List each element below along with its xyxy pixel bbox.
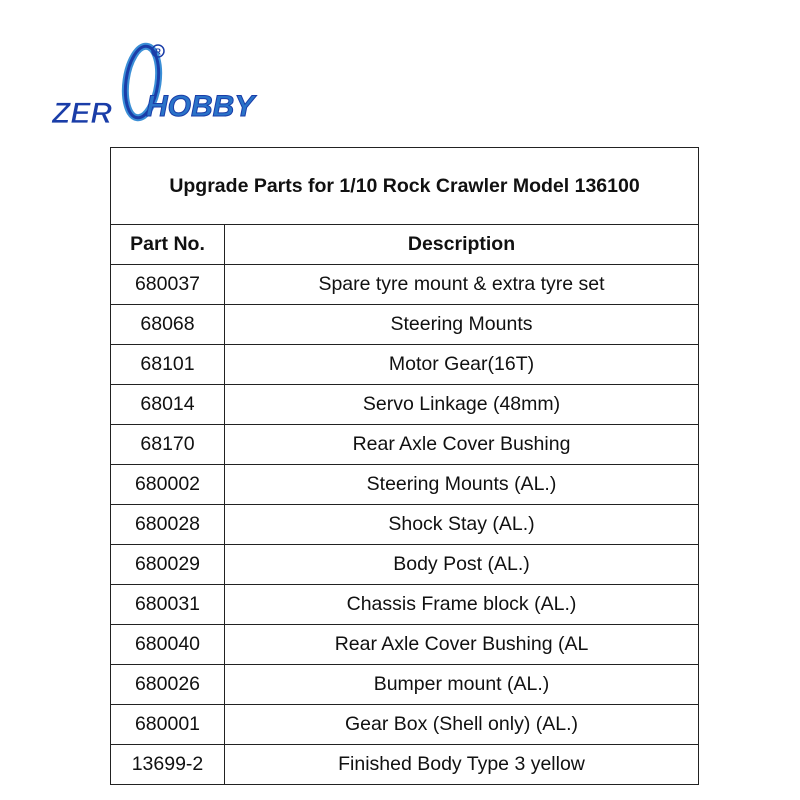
part-number-cell: 680028 <box>111 505 225 545</box>
table-header-row <box>111 225 699 265</box>
table-row <box>111 465 699 505</box>
svg-text:R: R <box>155 47 161 57</box>
table-row <box>111 265 699 305</box>
description-cell: Steering Mounts <box>225 305 699 345</box>
description-cell: Rear Axle Cover Bushing <box>225 425 699 465</box>
upgrade-parts-table <box>110 147 699 785</box>
description-cell: Motor Gear(16T) <box>225 345 699 385</box>
part-number-cell: 680026 <box>111 665 225 705</box>
table-row <box>111 545 699 585</box>
part-number-cell: 680001 <box>111 705 225 745</box>
part-number-cell: 680037 <box>111 265 225 305</box>
part-number-cell: 680031 <box>111 585 225 625</box>
description-cell: Servo Linkage (48mm) <box>225 385 699 425</box>
table-row <box>111 745 699 785</box>
header-part-no: Part No. <box>111 225 225 265</box>
description-cell: Finished Body Type 3 yellow <box>225 745 699 785</box>
logo-text-zer: ZER <box>52 97 112 130</box>
table-row <box>111 345 699 385</box>
table-row <box>111 585 699 625</box>
table-row <box>111 665 699 705</box>
table-row <box>111 305 699 345</box>
description-cell: Rear Axle Cover Bushing (AL <box>225 625 699 665</box>
description-cell: Steering Mounts (AL.) <box>225 465 699 505</box>
description-cell: Spare tyre mount & extra tyre set <box>225 265 699 305</box>
table-row <box>111 425 699 465</box>
part-number-cell: 680029 <box>111 545 225 585</box>
description-cell: Bumper mount (AL.) <box>225 665 699 705</box>
part-number-cell: 680040 <box>111 625 225 665</box>
description-cell: Body Post (AL.) <box>225 545 699 585</box>
table-row <box>111 705 699 745</box>
description-cell: Gear Box (Shell only) (AL.) <box>225 705 699 745</box>
part-number-cell: 68170 <box>111 425 225 465</box>
description-cell: Shock Stay (AL.) <box>225 505 699 545</box>
part-number-cell: 680002 <box>111 465 225 505</box>
table-row <box>111 625 699 665</box>
zerohobby-logo-graphic <box>50 40 265 135</box>
logo-text-hobby: HOBBY <box>146 90 255 123</box>
table-row <box>111 385 699 425</box>
description-cell: Chassis Frame block (AL.) <box>225 585 699 625</box>
part-number-cell: 68101 <box>111 345 225 385</box>
table-row <box>111 505 699 545</box>
part-number-cell: 68068 <box>111 305 225 345</box>
table-title-row <box>111 148 699 225</box>
header-description: Description <box>225 225 699 265</box>
part-number-cell: 13699-2 <box>111 745 225 785</box>
table-title: Upgrade Parts for 1/10 Rock Crawler Model 136100 <box>111 148 699 225</box>
zerohobby-logo <box>50 40 265 135</box>
part-number-cell: 68014 <box>111 385 225 425</box>
